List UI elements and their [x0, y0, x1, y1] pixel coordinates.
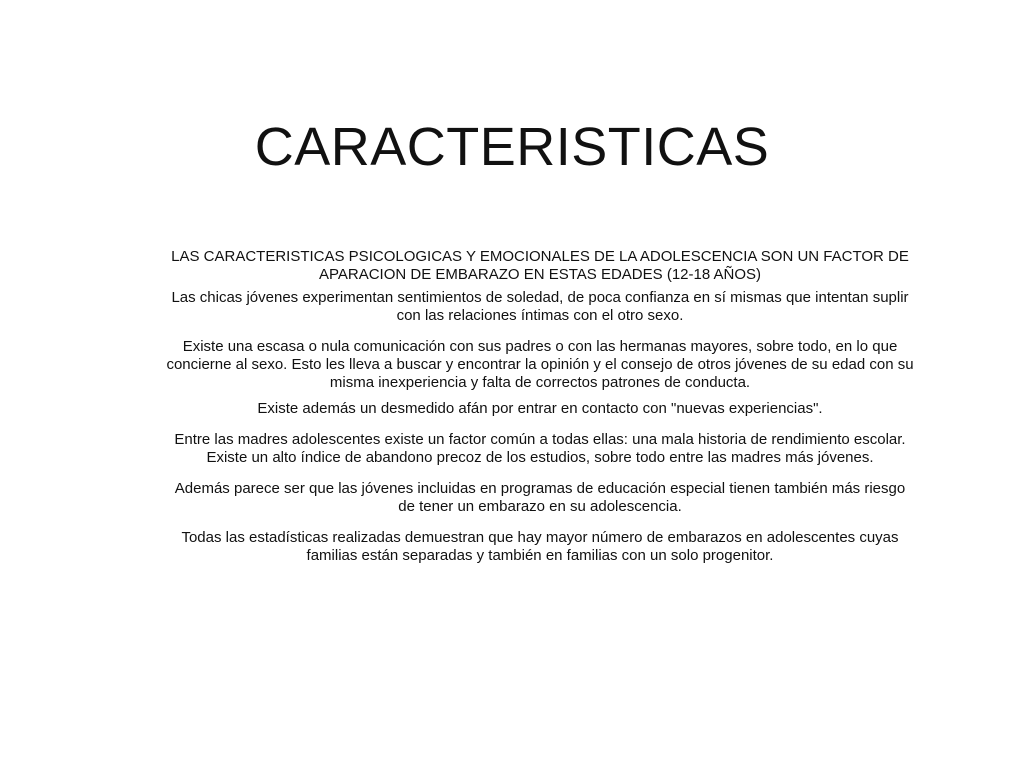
- body-paragraph-2: Existe una escasa o nula comunicación con sus padres o con las hermanas mayores, sobre todo, en lo que concierne al sexo. Esto les lleva a buscar y encontrar la opinión y el consejo de otros jóvenes de su edad con su misma inexperiencia y falta de correctos patrones de conducta.: [166, 338, 914, 391]
- body-paragraph-6: Todas las estadísticas realizadas demuestran que hay mayor número de embarazos en adolescentes cuyas familias están separadas y también en familias con un solo progenitor.: [181, 529, 899, 564]
- intro-paragraph: LAS CARACTERISTICAS PSICOLOGICAS Y EMOCIONALES DE LA ADOLESCENCIA SON UN FACTOR DE APARACION DE EMBARAZO EN ESTAS EDADES (12-18 AÑOS): [171, 248, 909, 283]
- body-paragraph-3: Existe además un desmedido afán por entrar en contacto con "nuevas experiencias".: [257, 400, 823, 417]
- body-paragraph-5: Además parece ser que las jóvenes incluidas en programas de educación especial tienen también más riesgo de tener un embarazo en su adolescencia.: [174, 480, 906, 515]
- paragraph-spacer: [165, 325, 915, 338]
- body-paragraph-4: Entre las madres adolescentes existe un factor común a todas ellas: una mala historia de rendimiento escolar. Existe un alto índice de abandono precoz de los estudios, sobre todo entre las madres más jóvenes.: [174, 431, 906, 466]
- body-paragraph-1: Las chicas jóvenes experimentan sentimientos de soledad, de poca confianza en sí mismas que intentan suplir con las relaciones íntimas con el otro sexo.: [171, 289, 909, 324]
- paragraph-spacer: [165, 418, 915, 431]
- slide-body: [165, 248, 915, 565]
- paragraph-spacer: [165, 392, 915, 400]
- slide-title: CARACTERISTICAS: [254, 117, 770, 177]
- paragraph-spacer: [165, 467, 915, 480]
- paragraph-spacer: [165, 516, 915, 529]
